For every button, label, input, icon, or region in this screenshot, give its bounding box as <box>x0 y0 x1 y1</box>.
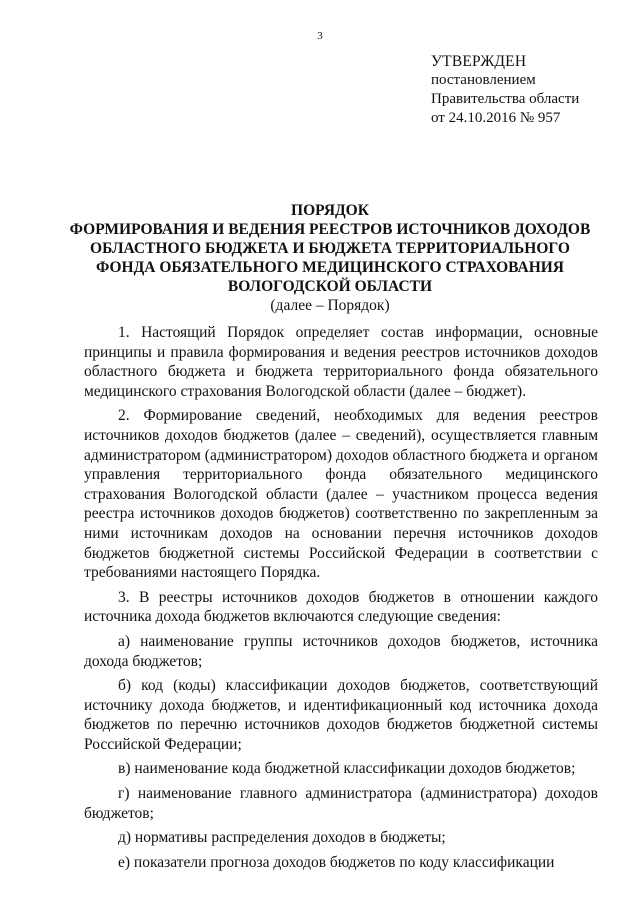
title-line: ОБЛАСТНОГО БЮДЖЕТА И БЮДЖЕТА ТЕРРИТОРИАЛЬНОГО <box>90 240 570 257</box>
approval-line: от 24.10.2016 № 957 <box>431 110 561 126</box>
title-line: ФОРМИРОВАНИЯ И ВЕДЕНИЯ РЕЕСТРОВ ИСТОЧНИКОВ ДОХОДОВ <box>69 221 591 238</box>
list-item: е) показатели прогноза доходов бюджетов по коду классификации <box>118 853 555 871</box>
approval-line: постановлением <box>431 72 536 88</box>
document-body <box>84 323 598 877</box>
document-title <box>60 201 600 315</box>
list-item: г) наименование главного администратора (администратора) доходов бюджетов; <box>84 785 598 822</box>
list-item: б) код (коды) классификации доходов бюджетов, соответствующий источнику дохода бюджетов, и идентификационный код источника дохода бюджетов по перечню источников доходов бюджетов бюджетной системы Российской Федерации; <box>84 677 598 753</box>
paragraph: 1. Настоящий Порядок определяет состав информации, основные принципы и правила формирования и ведения реестров источников доходов областного бюджета и бюджета территориального фонда обязательного медицинского страхования Вологодской области (далее – бюджет). <box>84 324 598 400</box>
list-item: в) наименование кода бюджетной классификации доходов бюджетов; <box>118 760 576 778</box>
page-number: 3 <box>317 30 323 42</box>
approval-block <box>431 52 579 128</box>
title-main: ПОРЯДОК <box>291 202 369 219</box>
title-line: ФОНДА ОБЯЗАТЕЛЬНОГО МЕДИЦИНСКОГО СТРАХОВАНИЯ <box>95 259 565 276</box>
approval-line: Правительства области <box>431 91 580 107</box>
list-item: д) нормативы распределения доходов в бюджеты; <box>118 829 446 847</box>
title-note: (далее – Порядок) <box>270 297 390 314</box>
approval-heading: УТВЕРЖДЕН <box>431 53 527 70</box>
paragraph: 3. В реестры источников доходов бюджетов в отношении каждого источника дохода бюджетов включаются следующие сведения: <box>84 588 598 626</box>
title-line: ВОЛОГОДСКОЙ ОБЛАСТИ <box>227 278 433 295</box>
list-item: а) наименование группы источников доходов бюджетов, источника дохода бюджетов; <box>84 632 598 670</box>
paragraph: 2. Формирование сведений, необходимых для ведения реестров источников доходов бюджетов (далее – сведений), осуществляется главным администратором (администратором) доходов областного бюджета и органом управления территориального фонда обязательного медицинского страхования Вологодской области (далее – участником процесса ведения реестра источников доходов бюджетов) соответственно по закрепленным за ними источникам доходов на основании перечня источников доходов бюджетов бюджетной системы Российской Федерации в соответствии с требованиями настоящего Порядка. <box>84 407 598 582</box>
